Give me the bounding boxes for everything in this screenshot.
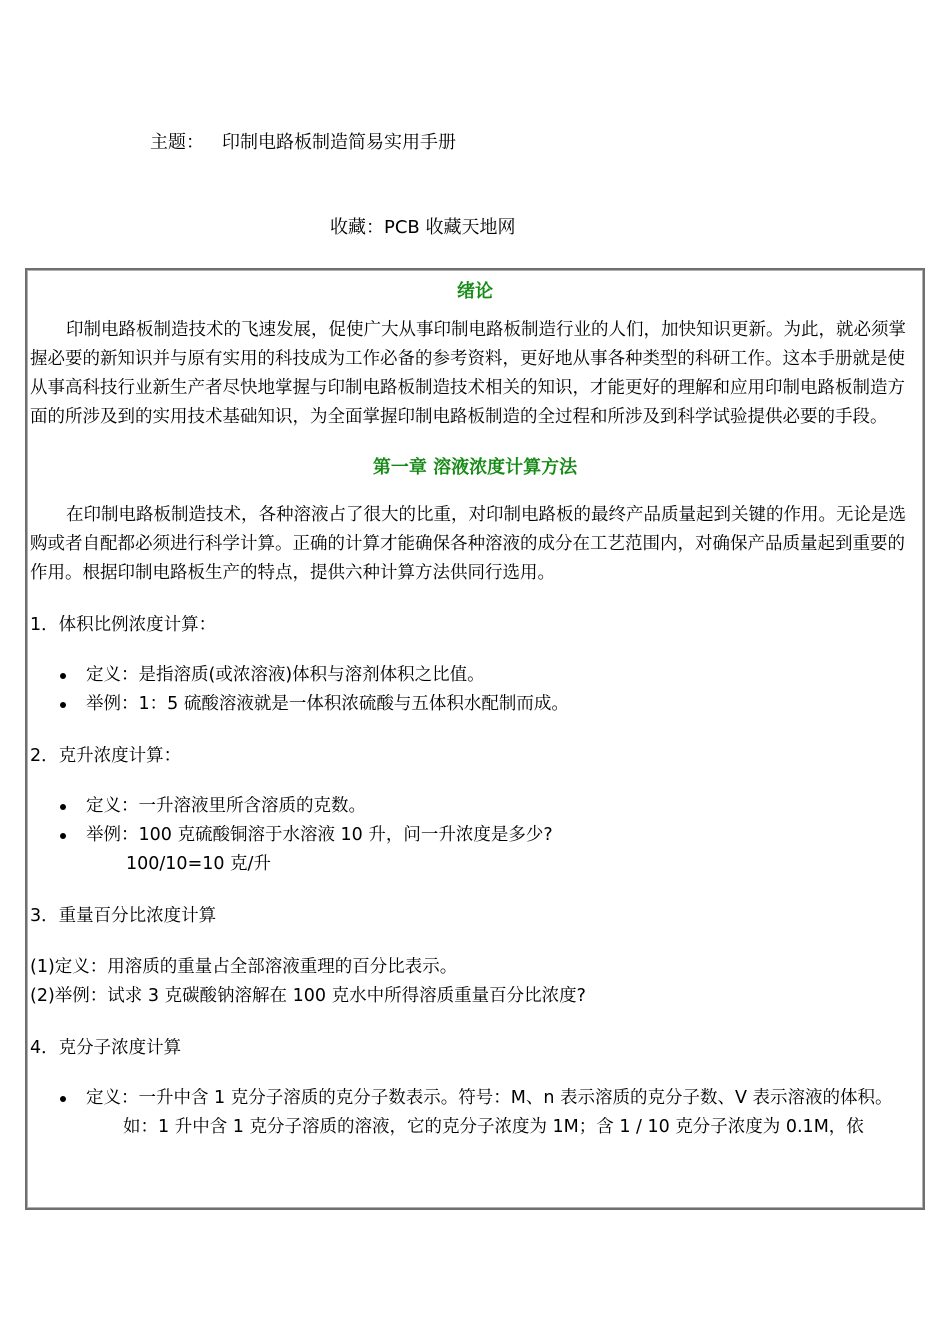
section3-body: [30, 953, 920, 1011]
section2-calc: 100/10=10 克/升: [126, 854, 271, 874]
section3-title: 3．重量百分比浓度计算: [30, 906, 217, 926]
section1-definition: 定义：是指溶质(或浓溶液)体积与溶剂体积之比值。: [30, 661, 920, 690]
section1-example: 举例：1：5 硫酸溶液就是一体积浓硫酸与五体积水配制而成。: [30, 690, 920, 719]
section3-definition: (1)定义：用溶质的重量占全部溶液重理的百分比表示。: [30, 957, 458, 977]
topic-line: [150, 128, 456, 154]
topic-title: 印制电路板制造简易实用手册: [222, 132, 456, 153]
section1-list: [30, 661, 920, 719]
section2-definition: 定义：一升溶液里所含溶质的克数。: [30, 792, 920, 821]
intro-paragraph: 印制电路板制造技术的飞速发展，促使广大从事印制电路板制造行业的人们，加快知识更新。为此，就必须掌握必要的新知识并与原有实用的科技成为工作必备的参考资料，更好地从事各种类型的科研工作。这本手册就是使从事高科技行业新生产者尽快地掌握与印制电路板制造技术相关的知识，才能更好的理解和应用印制电路板制造方面的所涉及到的实用技术基础知识，为全面掌握印制电路板制造的全过程和所涉及到科学试验提供必要的手段。: [30, 320, 906, 427]
section2-example: 举例：100 克硫酸铜溶于水溶液 10 升，问一升浓度是多少?: [30, 821, 920, 850]
section4-definition: 定义：一升中含 1 克分子溶质的克分子数表示。符号：M、n 表示溶质的克分子数、V 表示溶液的体积。: [30, 1084, 920, 1113]
content-body: [27, 270, 923, 1142]
section1-title: 1．体积比例浓度计算：: [30, 615, 217, 635]
content-frame: [25, 268, 925, 1210]
collect-line: 收藏：PCB 收藏天地网: [330, 217, 516, 238]
section2-title: 2．克升浓度计算：: [30, 746, 182, 766]
topic-label: 主题：: [150, 132, 204, 153]
chapter1-paragraph: 在印制电路板制造技术，各种溶液占了很大的比重，对印制电路板的最终产品质量起到关键的作用。无论是选购或者自配都必须进行科学计算。正确的计算才能确保各种溶液的成分在工艺范围内，对确保产品质量起到重要的作用。根据印制电路板生产的特点，提供六种计算方法供同行选用。: [30, 505, 906, 583]
section4-example: 如：1 升中含 1 克分子溶质的溶液，它的克分子浓度为 1M；含 1 / 10 克分子浓度为 0.1M，依: [123, 1117, 864, 1137]
section4-list: [30, 1084, 920, 1113]
section3-example: (2)举例：试求 3 克碳酸钠溶解在 100 克水中所得溶质重量百分比浓度?: [30, 986, 586, 1006]
section2-list: [30, 792, 920, 850]
chapter1-heading: 第一章 溶液浓度计算方法: [372, 457, 578, 478]
section4-title: 4．克分子浓度计算: [30, 1038, 182, 1058]
intro-heading: 绪论: [457, 281, 493, 302]
